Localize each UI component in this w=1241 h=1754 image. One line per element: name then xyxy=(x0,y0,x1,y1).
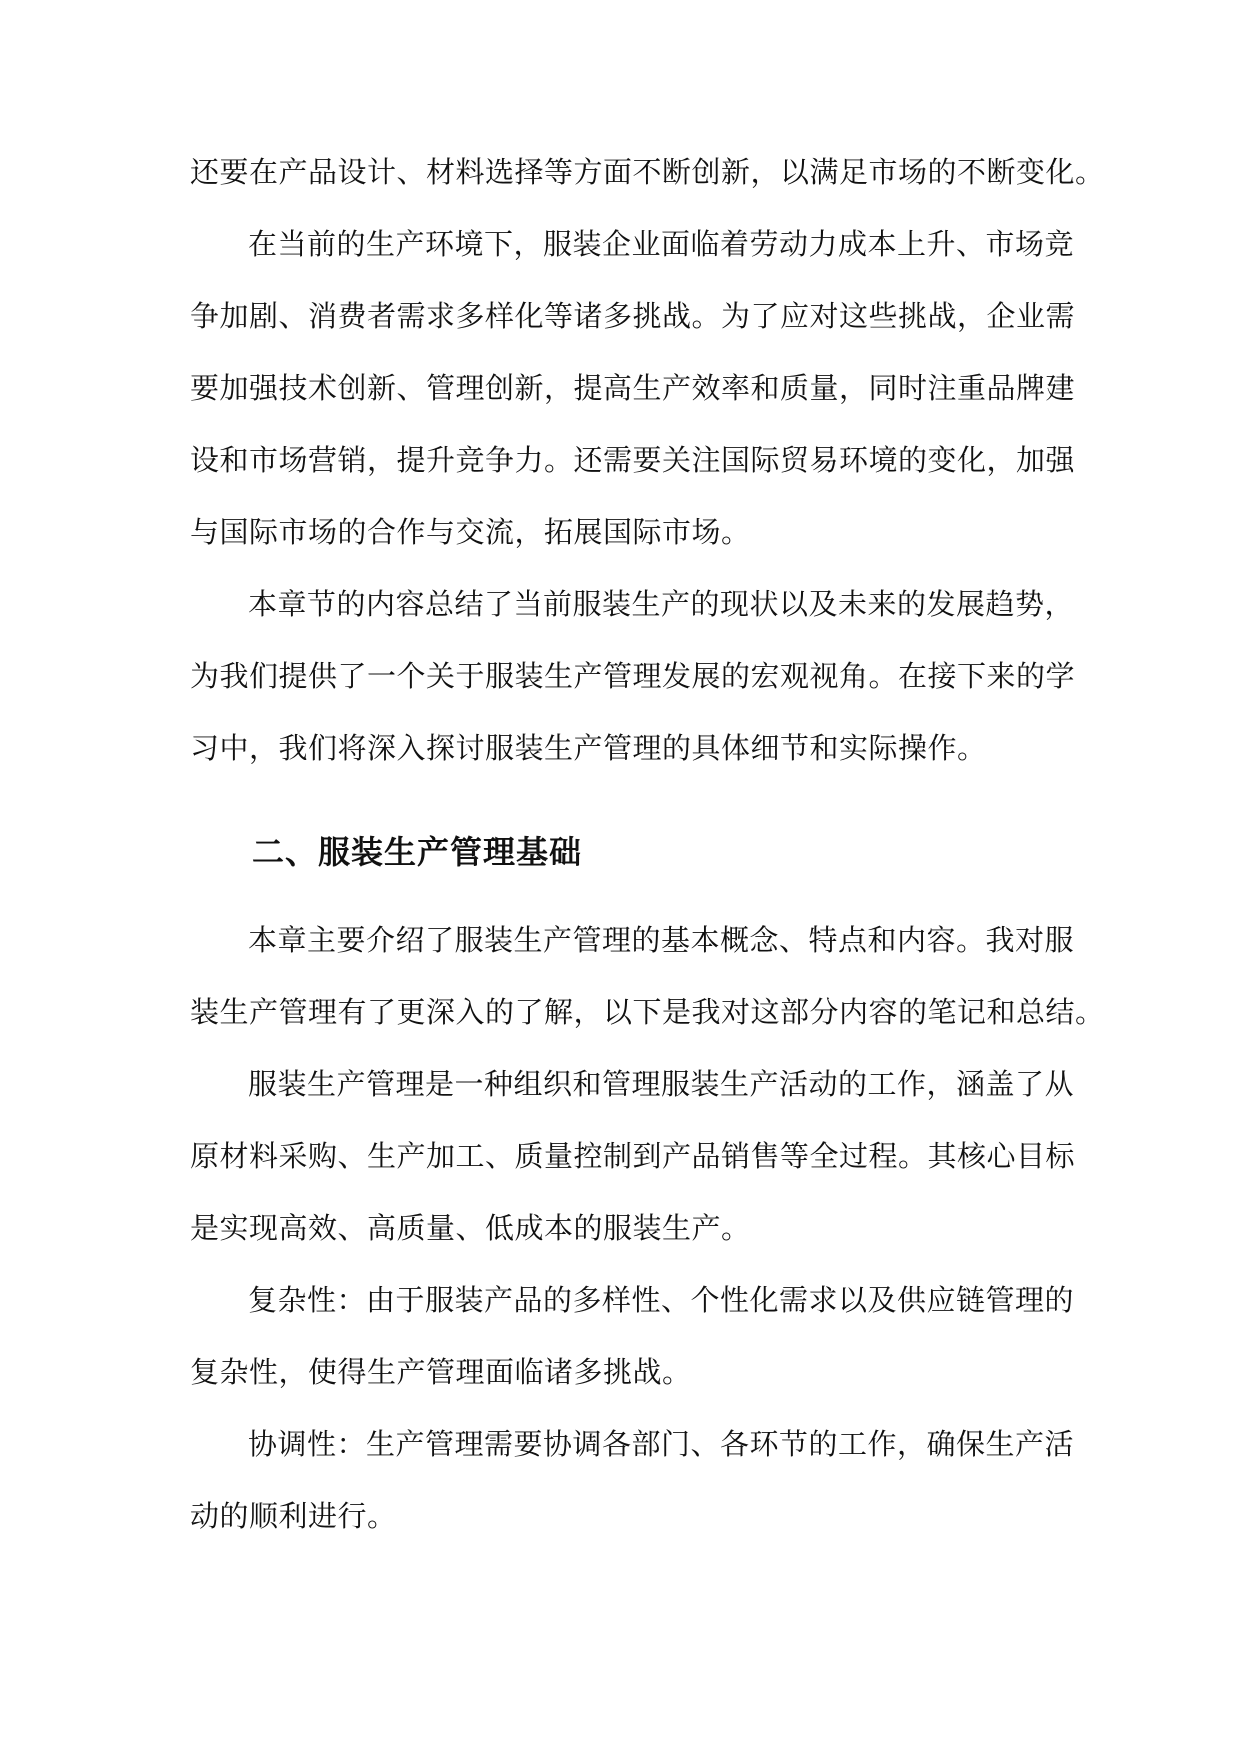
paragraph-line: 协调性：生产管理需要协调各部门、各环节的工作，确保生产活 xyxy=(248,1427,1075,1461)
paragraph-line: 要加强技术创新、管理创新，提高生产效率和质量，同时注重品牌建 xyxy=(190,371,1076,405)
paragraph-line: 争加剧、消费者需求多样化等诸多挑战。为了应对这些挑战，企业需 xyxy=(190,299,1076,333)
paragraph-line: 设和市场营销，提升竞争力。还需要关注国际贸易环境的变化，加强 xyxy=(190,443,1076,477)
paragraph-line: 本章节的内容总结了当前服装生产的现状以及未来的发展趋势， xyxy=(248,587,1075,621)
paragraph-line: 为我们提供了一个关于服装生产管理发展的宏观视角。在接下来的学 xyxy=(190,659,1076,693)
paragraph-line: 在当前的生产环境下，服装企业面临着劳动力成本上升、市场竞 xyxy=(248,227,1075,261)
paragraph-line: 是实现高效、高质量、低成本的服装生产。 xyxy=(190,1211,751,1245)
paragraph-line: 与国际市场的合作与交流，拓展国际市场。 xyxy=(190,515,751,549)
paragraph-line: 装生产管理有了更深入的了解，以下是我对这部分内容的笔记和总结。 xyxy=(190,995,1105,1029)
paragraph-line: 本章主要介绍了服装生产管理的基本概念、特点和内容。我对服 xyxy=(248,923,1075,957)
paragraph-line: 复杂性：由于服装产品的多样性、个性化需求以及供应链管理的 xyxy=(248,1283,1075,1317)
paragraph-line: 复杂性，使得生产管理面临诸多挑战。 xyxy=(190,1355,692,1389)
section-heading: 二、服装生产管理基础 xyxy=(252,833,583,871)
paragraph-line: 原材料采购、生产加工、质量控制到产品销售等全过程。其核心目标 xyxy=(190,1139,1076,1173)
paragraph-line: 习中，我们将深入探讨服装生产管理的具体细节和实际操作。 xyxy=(190,731,987,765)
paragraph-line: 服装生产管理是一种组织和管理服装生产活动的工作，涵盖了从 xyxy=(248,1067,1075,1101)
paragraph-line: 动的顺利进行。 xyxy=(190,1499,397,1533)
paragraph-line: 还要在产品设计、材料选择等方面不断创新，以满足市场的不断变化。 xyxy=(190,155,1105,189)
